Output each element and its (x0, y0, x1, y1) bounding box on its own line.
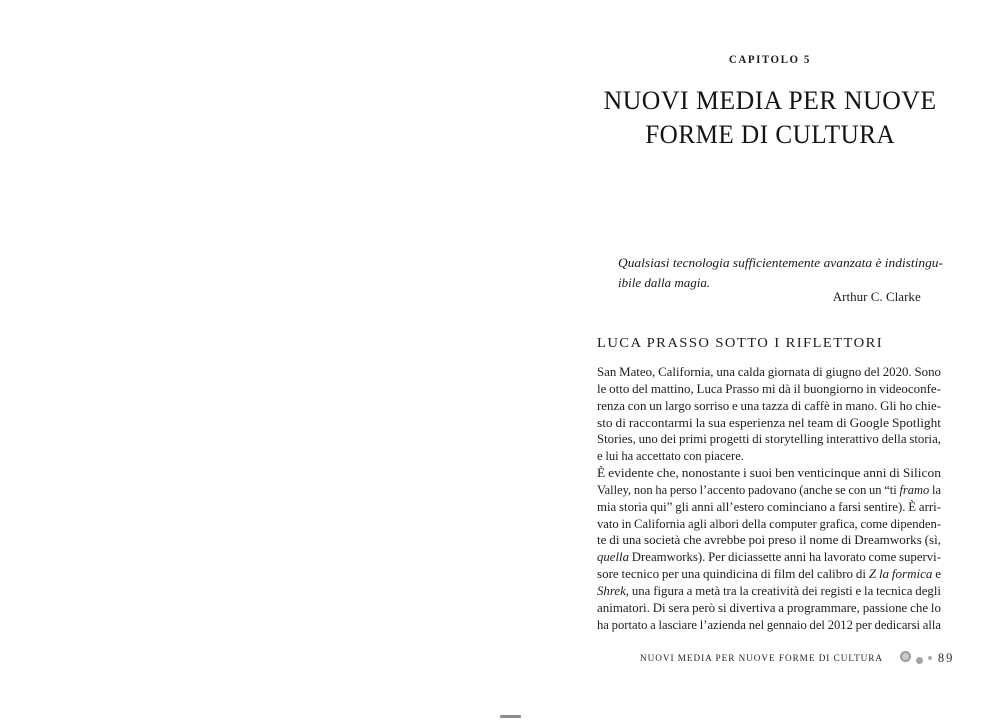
page-number: 89 (937, 651, 955, 665)
text-line: sore tecnico per una quindicina di film del calibro di Z la formica e (597, 567, 941, 582)
text-line: sto di raccontarmi la sua esperienza nel team di Google Spotlight (597, 415, 941, 430)
text-line: ha portato a lasciare l’azienda nel gennaio del 2012 per dedicarsi alla (597, 617, 941, 632)
text-line: Stories, uno dei primi progetti di storytelling interattivo della storia, (597, 432, 941, 447)
text-line: e lui ha accettato con piacere. (597, 449, 744, 464)
text-line: te di una società che avrebbe poi preso il nome di Dreamworks (sì, (597, 533, 941, 548)
body-text (597, 364, 941, 634)
text-line: Shrek, una figura a metà tra la creatività dei registi e la tecnica degli (597, 583, 941, 598)
chapter-title-line-2: FORME DI CULTURA (645, 120, 895, 149)
text-line: È evidente che, nonostante i suoi ben venticinque anni di Silicon (597, 466, 941, 481)
body-paragraph (597, 465, 941, 633)
chapter-label-text: CAPITOLO 5 (728, 54, 811, 66)
text-line: vato in California agli albori della computer grafica, come dipenden- (597, 516, 941, 531)
footer-bullet-dot-icon (916, 657, 923, 664)
text-line: animatori. Di sera però si divertiva a programmare, passione che lo (597, 600, 941, 615)
body-paragraph (597, 364, 941, 465)
text-line: Qualsiasi tecnologia sufficientemente avanzata è indistingu- (618, 255, 943, 270)
page-footer (640, 650, 954, 667)
text-line: mia storia qui” gli anni all’estero cominciano a farsi sentire). È arri- (597, 499, 941, 514)
footer-bullet-dot-icon (900, 651, 911, 662)
text-line: San Mateo, California, una calda giornata di giugno del 2020. Sono (597, 365, 941, 379)
epigraph-attribution: Arthur C. Clarke (833, 289, 921, 304)
chapter-title (597, 84, 943, 152)
chapter-title-line-1: NUOVI MEDIA PER NUOVE (603, 86, 937, 115)
page-bottom-mark-icon (500, 715, 521, 718)
text-line: quella Dreamworks). Per diciassette anni ha lavorato come supervi- (597, 550, 941, 565)
section-heading: LUCA PRASSO SOTTO I RIFLETTORI (597, 335, 883, 350)
epigraph-quote (618, 253, 943, 293)
running-title: NUOVI MEDIA PER NUOVE FORME DI CULTURA (640, 653, 883, 664)
text-line: ibile dalla magia. (618, 275, 711, 290)
chapter-label (597, 54, 943, 66)
footer-bullet-dot-icon (928, 656, 932, 660)
text-line: Valley, non ha perso l’accento padovano (anche se con un “ti framo la (597, 482, 941, 497)
text-line: le otto del mattino, Luca Prasso mi dà il buongiorno in videoconfe- (597, 381, 941, 396)
text-line: renza con un largo sorriso e una tazza di caffè in mano. Gli ho chie- (597, 398, 941, 413)
